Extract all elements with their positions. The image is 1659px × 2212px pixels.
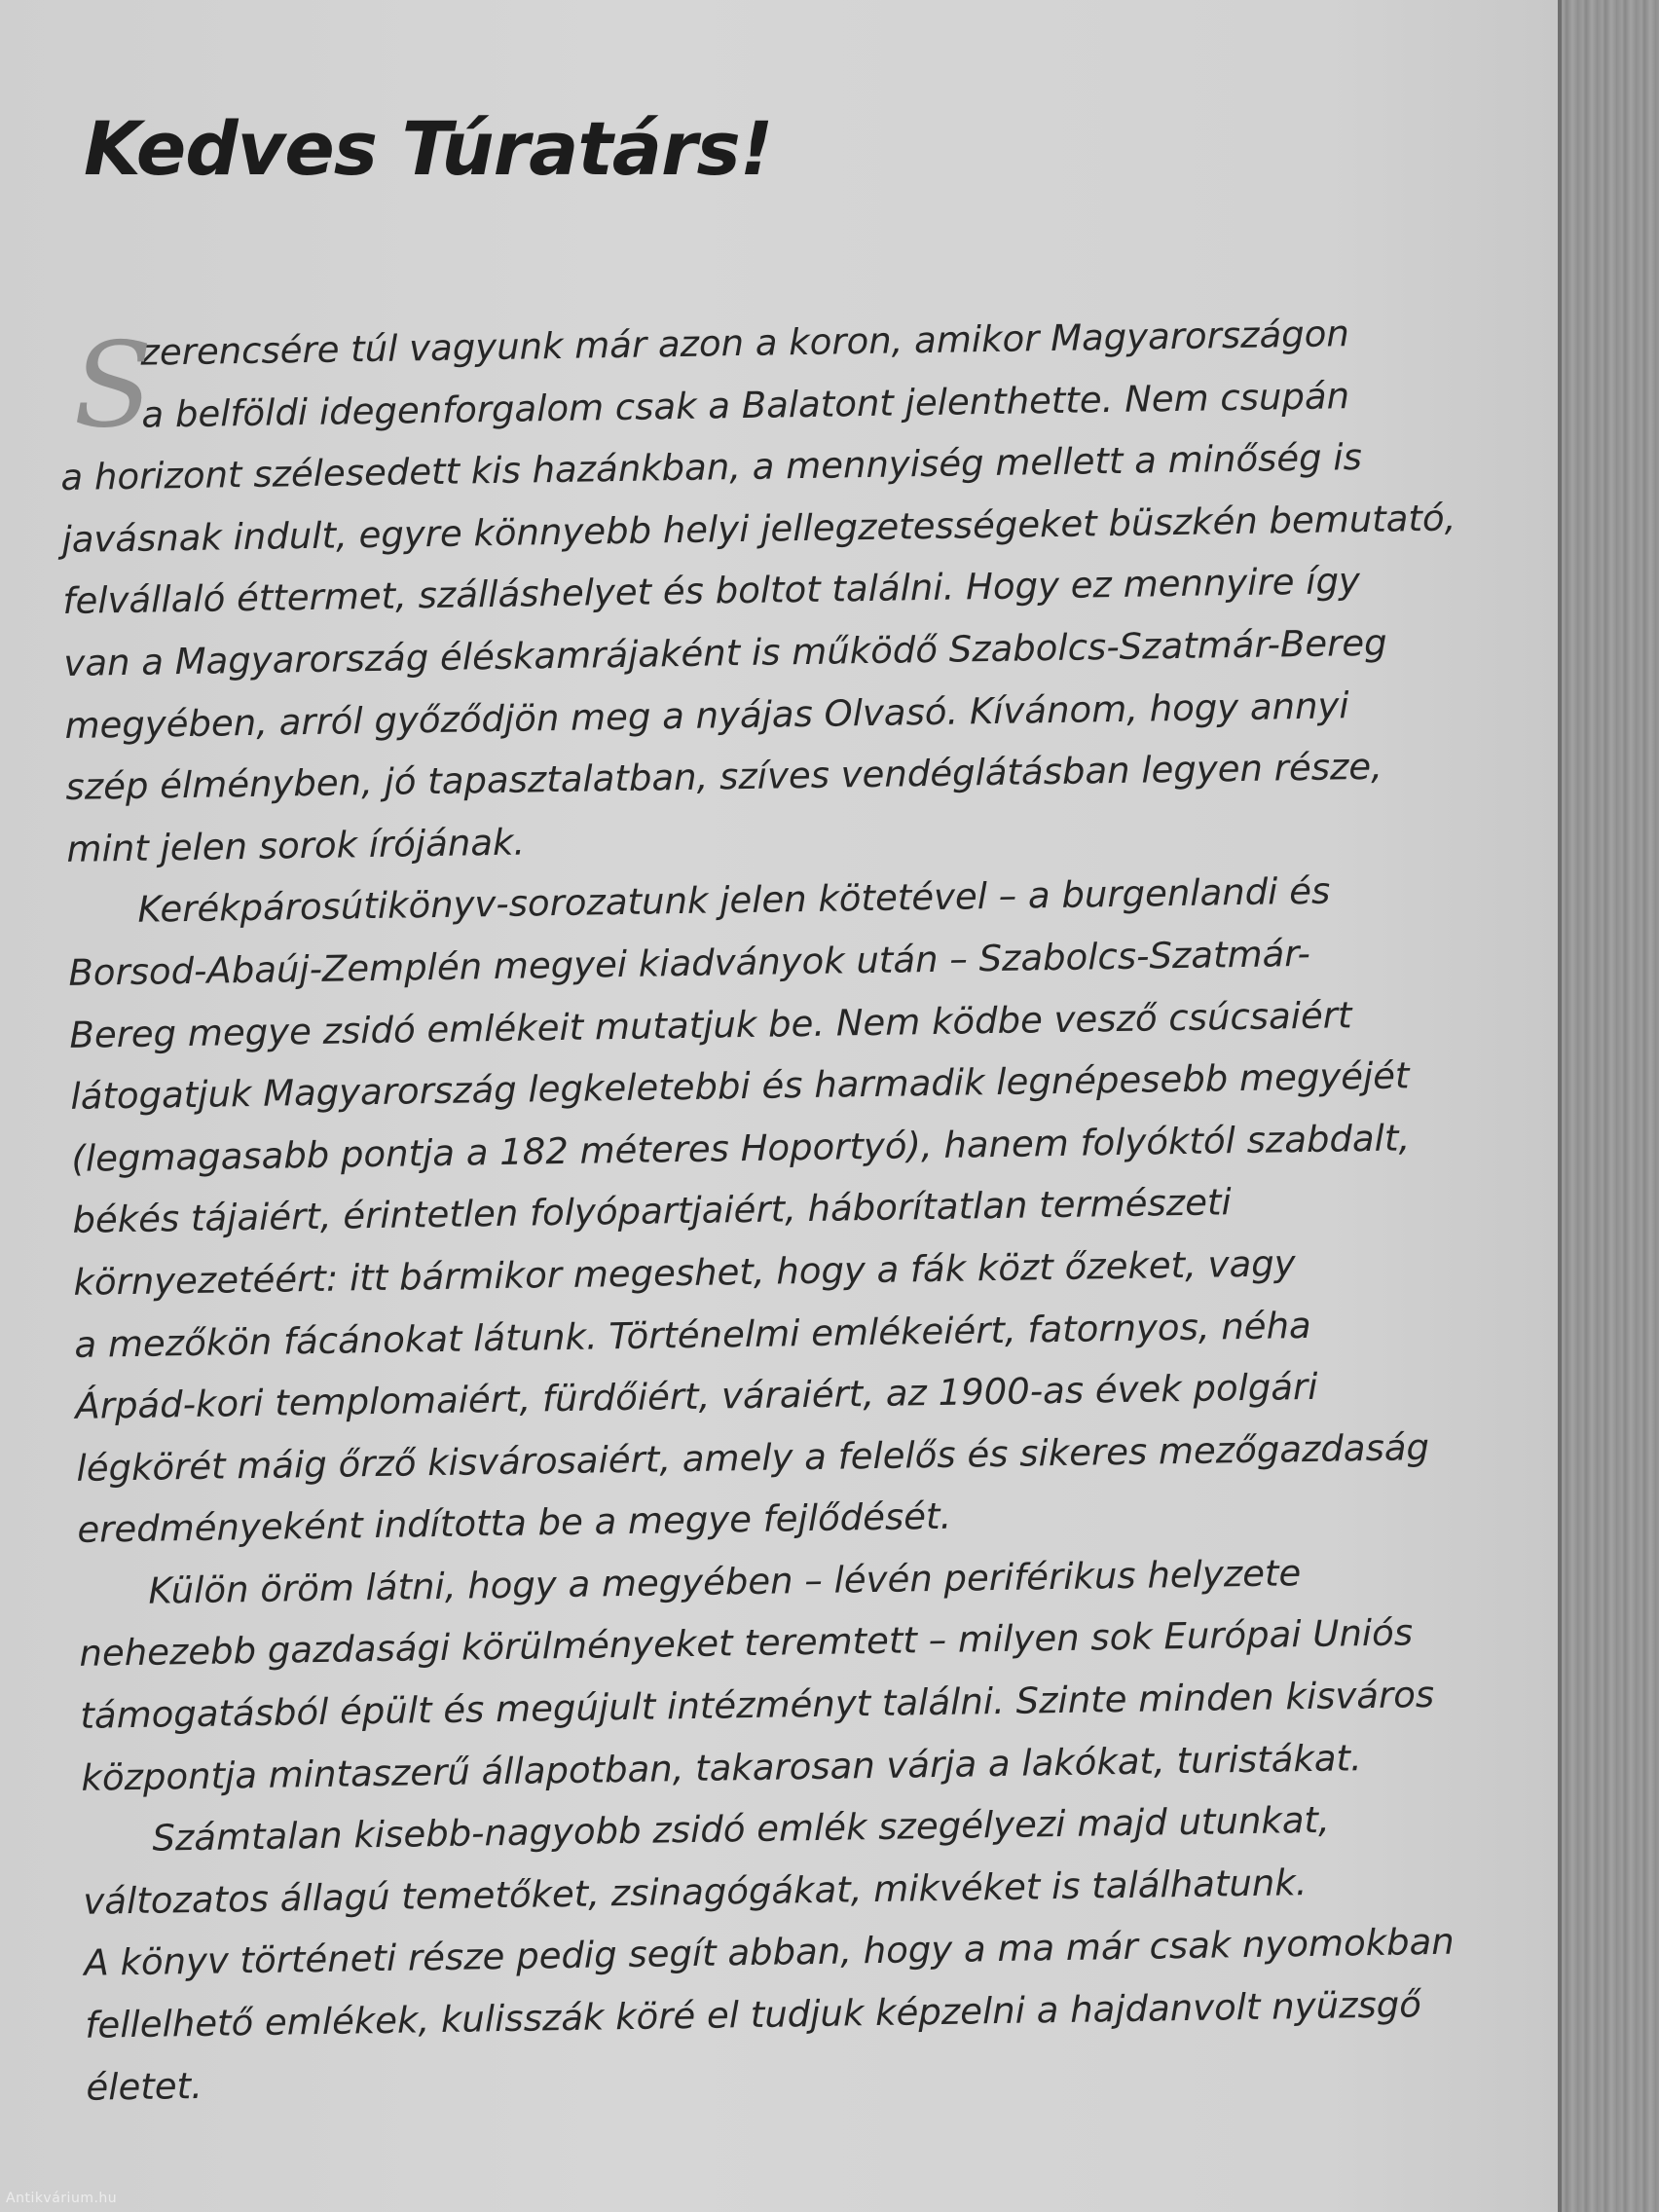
text-line: látogatjuk Magyarország legkeletebbi és harmadik legnépesebb megyéjét [70, 1054, 1410, 1119]
text-line: a horizont szélesedett kis hazánkban, a mennyiség mellett a minőség is [60, 436, 1363, 499]
text-line: életet. [86, 2064, 203, 2109]
text-line: felvállaló éttermet, szálláshelyet és boltot találni. Hogy ez mennyire így [62, 560, 1361, 623]
text-line: békés tájaiért, érintetlen folyópartjaiért, háborítatlan természeti [72, 1181, 1233, 1242]
text-line: van a Magyarország éléskamrájaként is működő Szabolcs-Szatmár-Bereg [63, 621, 1387, 684]
text-line: fellelhető emlékek, kulisszák köré el tudjuk képzelni a hajdanvolt nyüzsgő [85, 1983, 1422, 2046]
text-line: mint jelen sorok írójának. [66, 821, 526, 870]
text-line: Bereg megye zsidó emlékeit mutatjuk be. Nem ködbe vesző csúcsaiért [69, 993, 1352, 1056]
text-line: a mezőkön fácánokat látunk. Történelmi emlékeiért, fatornyos, néha [74, 1304, 1311, 1366]
text-line: megyében, arról győződjön meg a nyájas Olvasó. Kívánom, hogy annyi [64, 683, 1349, 747]
text-line: támogatásból épült és megújult intézményt találni. Szinte minden kisváros [80, 1674, 1435, 1737]
text-line: környezetéért: itt bármikor megeshet, hogy a fák közt őzeket, vagy [73, 1242, 1296, 1304]
page-title: Kedves Túratárs! [84, 105, 773, 192]
text-line: Kerékpárosútikönyv-sorozatunk jelen kötetével – a burgenlandi és [137, 869, 1331, 932]
text-line: Borsod-Abaúj-Zemplén megyei kiadványok után – Szabolcs-Szatmár- [68, 932, 1311, 994]
text-line: javásnak indult, egyre könnyebb helyi jellegzetességeket büszkén bemutató, [61, 497, 1456, 561]
page-edge [1558, 0, 1659, 2212]
drop-cap: S [71, 317, 155, 455]
text-line: légkörét máig őrző kisvárosaiért, amely a felelős és sikeres mezőgazdaság [76, 1425, 1430, 1490]
text-line: nehezebb gazdasági körülményeket teremtett – milyen sok Európai Uniós [79, 1611, 1414, 1676]
text-line: a belföldi idegenforgalom csak a Balatont jelenthette. Nem csupán [141, 374, 1350, 436]
text-line: A könyv történeti része pedig segít abban, hogy a ma már csak nyomokban [84, 1921, 1456, 1985]
text-line: Külön öröm látni, hogy a megyében – lévén periférikus helyzete [148, 1551, 1302, 1612]
body-text [58, 302, 1469, 2119]
text-line: központja mintaszerű állapotban, takarosan várja a lakókat, turistákat. [81, 1736, 1363, 1799]
text-line: eredményeként indította be a megye fejlődését. [77, 1495, 952, 1552]
text-line: zerencsére túl vagyunk már azon a koron, amikor Magyarországon [140, 313, 1350, 374]
text-line: változatos állagú temetőket, zsinagógákat, mikvéket is találhatunk. [83, 1861, 1308, 1923]
text-line: (legmagasabb pontja a 182 méteres Hoportyó), hanem folyóktól szabdalt, [71, 1117, 1411, 1180]
watermark: Antikvárium.hu [6, 2191, 118, 2206]
text-line: Árpád-kori templomaiért, fürdőiért, váraiért, az 1900-as évek polgári [75, 1365, 1318, 1427]
text-line: Számtalan kisebb-nagyobb zsidó emlék szegélyezi majd utunkat, [152, 1798, 1331, 1860]
text-line: szép élményben, jó tapasztalatban, szíves vendéglátásban legyen része, [65, 745, 1383, 809]
